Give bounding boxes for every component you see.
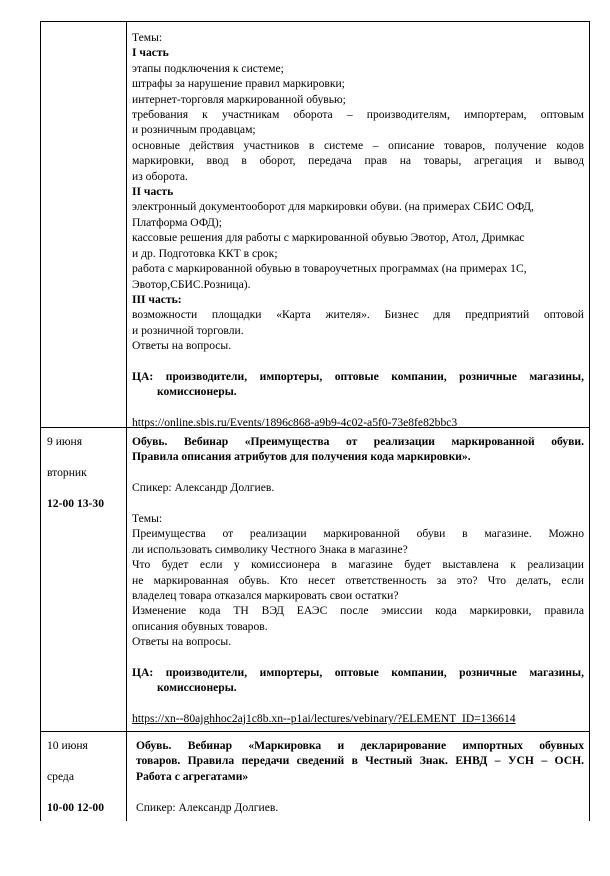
table-border-top (40, 21, 590, 22)
list-item: Эвотор,СБИС.Розница). (132, 277, 251, 291)
row2-content-cell (132, 434, 584, 727)
table-border-right (589, 21, 590, 821)
list-item: электронный документооборот для маркировки обуви. (на примерах СБИС ОФД, (132, 200, 534, 214)
list-item: владелец товара отказался маркировать свои остатки? (132, 589, 399, 603)
list-item: основные действия участников в системе – описание товаров, получение кодов (132, 138, 584, 152)
event-title: Обувь. Вебинар «Преимущества от реализации маркированной обуви. (132, 435, 584, 448)
list-item: не маркированная обувь. Кто несет ответственность за это? Что делать, если (132, 573, 584, 587)
event-time: 10-00 12-00 (47, 800, 104, 814)
audience-line: ЦА: производители, импортеры, оптовые компании, розничные магазины, (132, 666, 584, 680)
event-weekday: вторник (47, 465, 87, 479)
list-item: работа с маркированной обувью в товароучетных программах (на примерах 1С, (132, 262, 527, 276)
event-title-cont: Правила описания атрибутов для получения кода маркировки». (132, 450, 471, 464)
list-item: Ответы на вопросы. (132, 339, 232, 353)
table-column-divider (126, 21, 127, 821)
row-divider-2 (40, 731, 590, 732)
list-item: маркировки, ввод в оборот, передача прав на товары, агрегация и вывод (132, 154, 584, 168)
list-item: ли использовать символику Честного Знака в магазине? (132, 542, 408, 556)
list-item: описания обувных товаров. (132, 619, 268, 633)
audience-line-cont: комиссионеры. (157, 385, 237, 399)
row3-content-cell (136, 738, 584, 815)
audience-line-cont: комиссионеры. (157, 681, 237, 695)
event-link[interactable]: https://online.sbis.ru/Events/1896c868-a9b9-4c02-a5f0-73e8fe82bbc3 (132, 416, 458, 430)
event-title: Обувь. Вебинар «Маркировка и декларирование импортных обувных (136, 739, 584, 752)
event-weekday: среда (47, 769, 74, 783)
list-item: кассовые решения для работы с маркированной обувью Эвотор, Атол, Дримкас (132, 231, 525, 245)
list-item: штрафы за нарушение правил маркировки; (132, 77, 345, 91)
list-item: Что будет если у комиссионера в магазине будет выставлена к реализации (132, 558, 584, 572)
row1-content-cell (132, 30, 584, 431)
list-item: требования к участникам оборота – производителям, импортерам, оптовым (132, 108, 584, 122)
list-item: и розничной торговли. (132, 323, 244, 337)
audience-line: ЦА: производители, импортеры, оптовые компании, розничные магазины, (132, 369, 584, 383)
list-item: интернет-торговля маркированной обувью; (132, 92, 346, 106)
speaker: Спикер: Александр Долгиев. (136, 800, 279, 814)
event-title-cont: товаров. Правила передачи сведений в Честный Знак. ЕНВД – УСН – ОСН. (136, 754, 584, 768)
themes-label: Темы: (132, 31, 163, 44)
list-item: и розничным продавцам; (132, 123, 256, 137)
event-time: 12-00 13-30 (47, 496, 104, 510)
list-item: и др. Подготовка ККТ в срок; (132, 246, 278, 260)
list-item: Ответы на вопросы. (132, 635, 232, 649)
themes-label: Темы: (132, 512, 163, 525)
list-item: Платформа ОФД); (132, 215, 222, 229)
event-link[interactable]: https://xn--80ajghhoc2aj1c8b.xn--p1ai/lectures/vebinary/?ELEMENT_ID=136614 (132, 712, 516, 726)
part1-heading: I часть (132, 46, 169, 60)
row2-date-cell (47, 434, 125, 511)
table-border-left (40, 21, 41, 821)
part2-heading: II часть (132, 185, 174, 199)
row3-date-cell (47, 738, 125, 815)
list-item: возможности площадки «Карта жителя». Бизнес для предприятий оптовой (132, 308, 584, 322)
part3-heading: III часть: (132, 292, 182, 306)
list-item: Изменение кода ТН ВЭД ЕАЭС после эмиссии кода маркировки, правила (132, 604, 584, 618)
speaker: Спикер: Александр Долгиев. (132, 481, 275, 495)
list-item: Преимущества от реализации маркированной обуви в магазине. Можно (132, 527, 584, 541)
event-date: 10 июня (47, 739, 88, 752)
event-title-cont: Работа с агрегатами» (136, 769, 249, 783)
list-item: этапы подключения к системе; (132, 61, 284, 75)
list-item: из оборота. (132, 169, 188, 183)
event-date: 9 июня (47, 435, 83, 448)
